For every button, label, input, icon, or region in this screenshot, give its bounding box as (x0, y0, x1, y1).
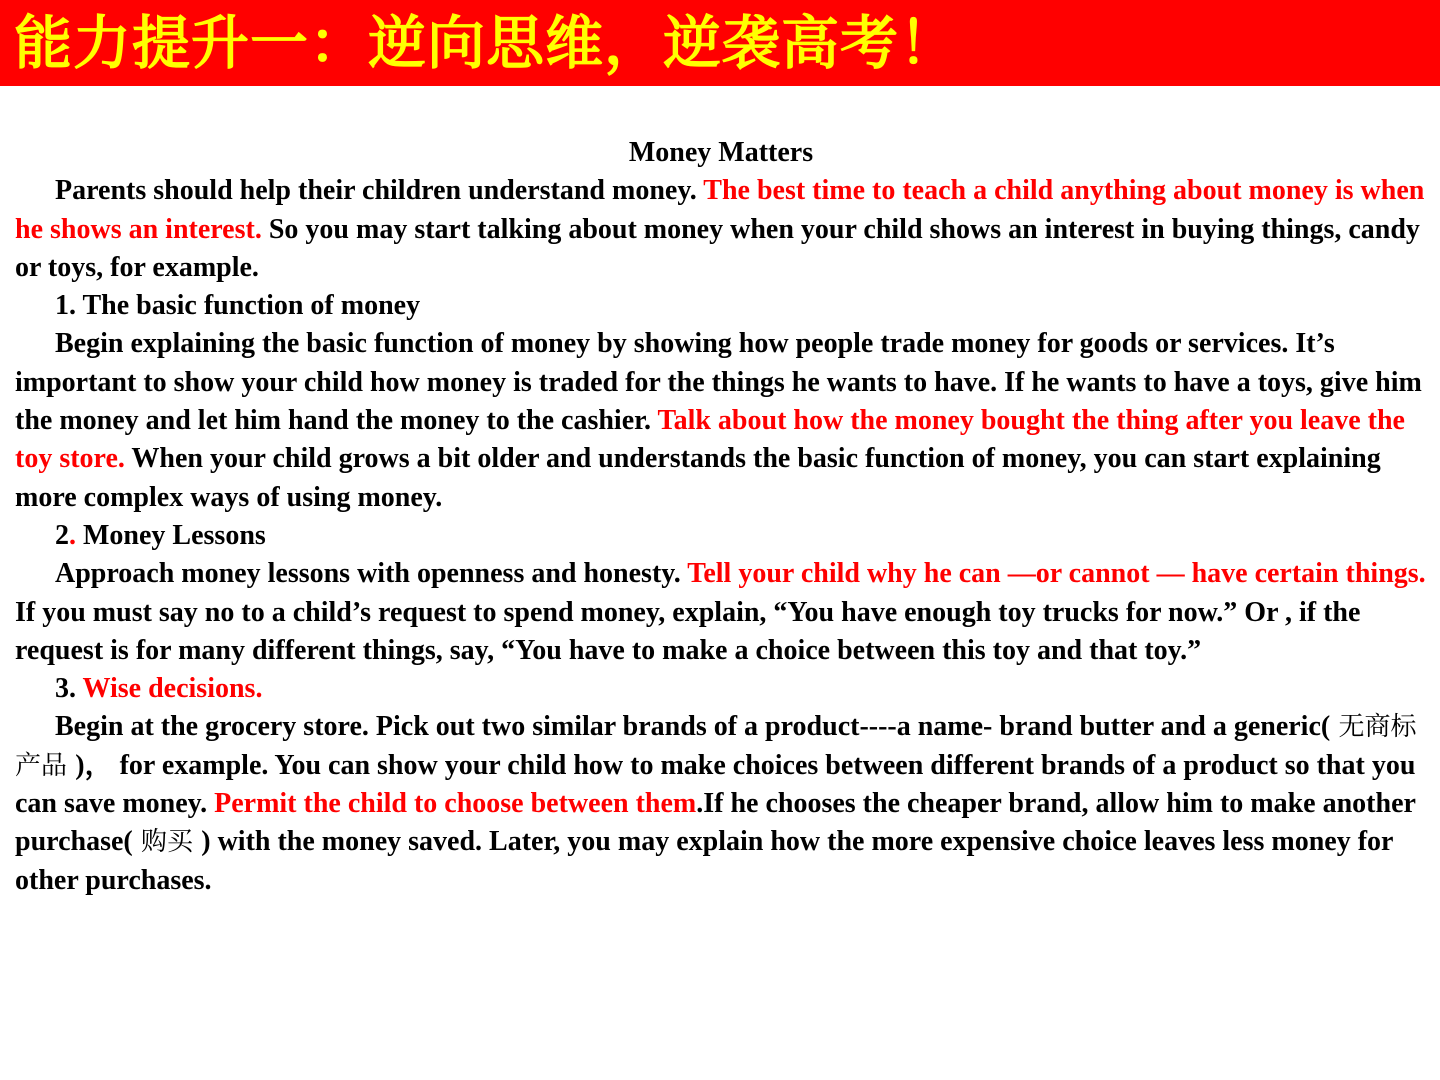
paragraph-intro (15, 172, 1427, 287)
section-heading-3-text: Wise decisions. (82, 673, 263, 705)
section-heading-3 (15, 670, 1427, 708)
paragraph-basic-function-highlight: Talk about how the money bought the thing after you leave the toy store. (15, 405, 1405, 475)
title-bar (0, 0, 1440, 86)
section-heading-2 (15, 517, 1427, 555)
paragraph-wise-decisions-text-3: .If he chooses the cheaper brand, allow him to make another purchase( (15, 788, 1416, 858)
section-heading-1: 1. The basic function of money (55, 290, 421, 322)
paragraph-wise-decisions-text-1: Begin at the grocery store. Pick out two similar brands of a product----a name- brand butter and a generic( (55, 711, 1331, 743)
paragraph-wise-decisions-text-2: )， for example. You can show your child how to make choices between different brands of a product so that you can save money. (15, 749, 1416, 820)
paragraph-money-lessons-text-1: Approach money lessons with openness and honesty. (55, 558, 688, 590)
paragraph-wise-decisions-highlight: Permit the child to choose between them (214, 788, 697, 820)
reading-passage (15, 134, 1427, 900)
paragraph-money-lessons-highlight: Tell your child why he can —or cannot — have certain things. (687, 558, 1426, 590)
paragraph-intro-highlight: The best time to teach a child anything about money is when he shows an interest. (15, 175, 1425, 245)
paragraph-wise-decisions-text-4: ) with the money saved. Later, you may explain how the more expensive choice leaves less money for other purchases. (15, 826, 1393, 896)
section-heading-2-dot: . (69, 519, 76, 551)
chinese-gloss-purchase: 购买 (132, 827, 202, 858)
paragraph-wise-decisions (15, 708, 1427, 899)
section-heading-2-number: 2 (55, 519, 69, 551)
section-heading-2-text: Money Lessons (76, 519, 266, 551)
paragraph-intro-text-2: So you may start talking about money when your child shows an interest in buying things, candy or toys, for example. (15, 213, 1420, 283)
paragraph-basic-function-text-1: Begin explaining the basic function of money by showing how people trade money for goods or services. It’s important to show your child how money is traded for the things he wants to have. If he wants to have a toys, give him the money and let him hand the money to the cashier. (15, 328, 1422, 437)
paragraph-money-lessons-text-2: If you must say no to a child’s request to spend money, explain, “You have enough toy trucks for now.” Or , if the request is for many different things, say, “You have to make a choice between this toy and that toy.” (15, 596, 1361, 666)
slide-title: 能力提升一：逆向思维，逆袭高考！ (14, 9, 959, 77)
paragraph-basic-function (15, 325, 1427, 516)
chinese-gloss-generic: 无商标产品 (15, 712, 1417, 781)
section-heading-3-number: 3. (55, 673, 83, 705)
passage-title: Money Matters (628, 137, 814, 168)
paragraph-basic-function-text-2: When your child grows a bit older and understands the basic function of money, you can start explaining more complex ways of using money. (15, 443, 1381, 513)
paragraph-money-lessons (15, 555, 1427, 670)
paragraph-intro-text-1: Parents should help their children understand money. (55, 175, 704, 207)
